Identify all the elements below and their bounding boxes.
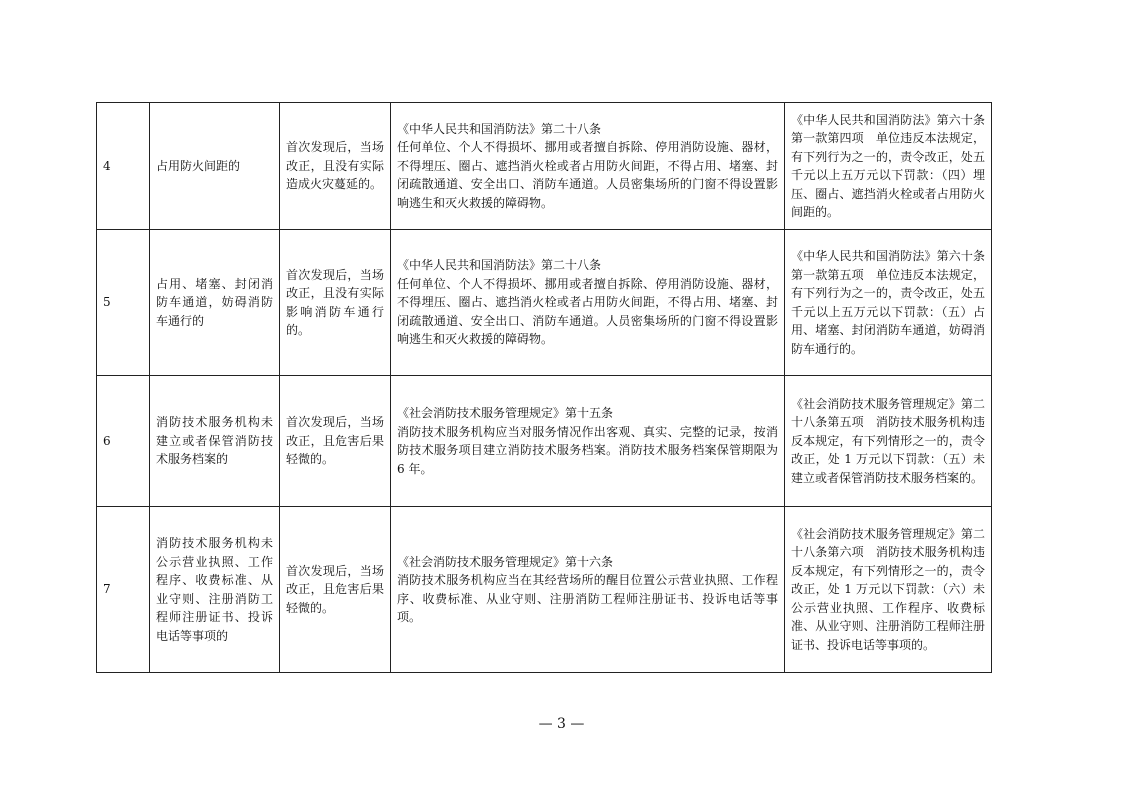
table-row [97,230,992,376]
basis-text: 消防技术服务机构应当在其经营场所的醒目位置公示营业执照、工作程序、收费标准、从业守则、注册消防工程师注册证书、投诉电话等事项。 [397,573,778,624]
page-number: — 3 — [538,716,585,732]
basis-text: 任何单位、个人不得损坏、挪用或者擅自拆除、停用消防设施、器材，不得埋压、圈占、遮挡消火栓或者占用防火间距，不得占用、堵塞、封闭疏散通道、安全出口、消防车通道。人员密集场所的门窗不得设置影响逃生和灭火救援的障碍物。 [397,140,778,210]
violation-item: 消防技术服务机构未公示营业执照、工作程序、收费标准、从业守则、注册消防工程师注册证书、投诉电话等事项的 [150,507,280,673]
row-number: 6 [97,376,150,507]
table-row [97,103,992,230]
penalty-basis: 《中华人民共和国消防法》第六十条第一款第四项 单位违反本法规定，有下列行为之一的，责令改正，处五千元以上五万元以下罚款：（四）埋压、圈占、遮挡消火栓或者占用防火间距的。 [785,103,992,230]
basis-title: 《中华人民共和国消防法》第二十八条 [397,258,602,273]
violation-item: 消防技术服务机构未建立或者保管消防技术服务档案的 [150,376,280,507]
penalty-basis: 《社会消防技术服务管理规定》第二十八条第六项 消防技术服务机构违反本规定，有下列情形之一的，责令改正，处 1 万元以下罚款：（六）未公示营业执照、工作程序、收费标准、从业守则、注册消防工程师注册证书、投诉电话等事项的。 [785,507,992,673]
exemption-condition: 首次发现后，当场改正，且危害后果轻微的。 [280,507,391,673]
violation-item: 占用防火间距的 [150,103,280,230]
violation-item: 占用、堵塞、封闭消防车通道，妨碍消防车通行的 [150,230,280,376]
basis-title: 《社会消防技术服务管理规定》第十六条 [397,554,614,569]
row-number: 4 [97,103,150,230]
basis-title: 《社会消防技术服务管理规定》第十五条 [397,406,614,420]
table-row [97,507,992,673]
row-number: 5 [97,230,150,376]
legal-basis [391,103,785,230]
exemption-condition: 首次发现后，当场改正，且危害后果轻微的。 [280,376,391,507]
legal-basis [391,230,785,376]
penalty-basis: 《中华人民共和国消防法》第六十条第一款第五项 单位违反本法规定，有下列行为之一的，责令改正，处五千元以上五万元以下罚款：（五）占用、堵塞、封闭消防车通道，妨碍消防车通行的。 [785,230,992,376]
exemption-condition: 首次发现后，当场改正，且没有实际造成火灾蔓延的。 [280,103,391,230]
exemption-condition: 首次发现后，当场改正，且没有实际影响消防车通行的。 [280,230,391,376]
row-number: 7 [97,507,150,673]
table-row [97,376,992,507]
legal-basis [391,507,785,673]
basis-text: 任何单位、个人不得损坏、挪用或者擅自拆除、停用消防设施、器材，不得埋压、圈占、遮挡消火栓或者占用防火间距，不得占用、堵塞、封闭疏散通道、安全出口、消防车通道。人员密集场所的门窗不得设置影响逃生和灭火救援的障碍物。 [397,276,778,347]
basis-text: 消防技术服务机构应当对服务情况作出客观、真实、完整的记录，按消防技术服务项目建立消防技术服务档案。消防技术服务档案保管期限为 6 年。 [397,424,778,476]
rules-table [96,102,992,673]
legal-basis [391,376,785,507]
basis-title: 《中华人民共和国消防法》第二十八条 [397,121,602,136]
penalty-basis: 《社会消防技术服务管理规定》第二十八条第五项 消防技术服务机构违反本规定，有下列情形之一的，责令改正，处 1 万元以下罚款：（五）未建立或者保管消防技术服务档案的。 [785,376,992,507]
